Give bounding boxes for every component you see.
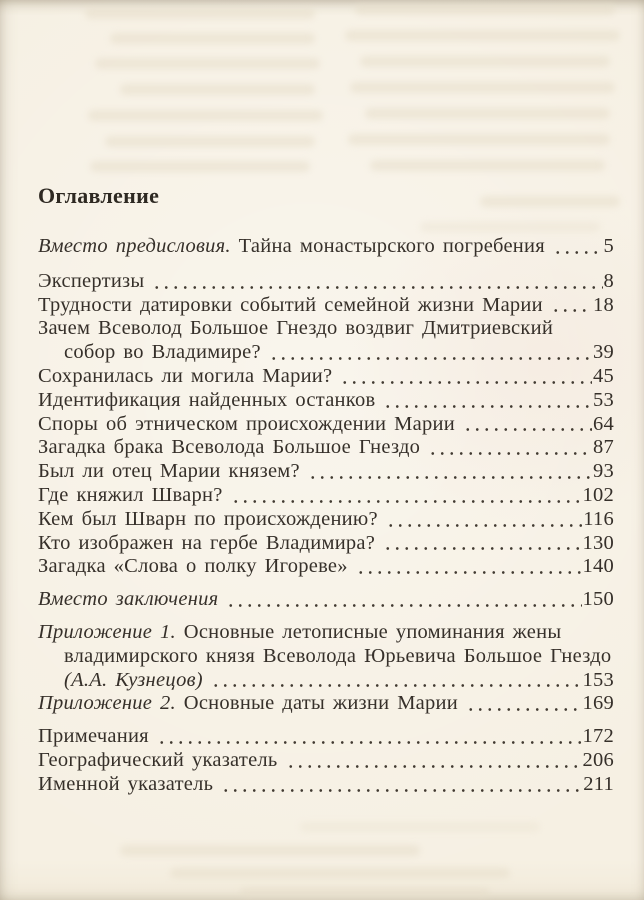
toc-entry-title: владимирского князя Всеволода Юрьевича Большое Гнездо [64, 644, 612, 667]
dot-leader [284, 749, 582, 773]
page-number: 153 [582, 668, 614, 691]
toc-entry-title: Загадка «Слова о полку Игореве» [38, 555, 348, 578]
dot-leader [155, 725, 582, 749]
toc-entry [38, 413, 614, 437]
dot-leader [224, 588, 581, 612]
page-number: 93 [593, 460, 614, 483]
toc-line [38, 294, 614, 318]
dot-leader [338, 365, 592, 389]
toc-entry-title: Споры об этническом происхождении Марии [38, 412, 455, 435]
toc-line [38, 436, 614, 460]
toc-entry [38, 484, 614, 508]
toc-entry-title: Где княжил Шварн? [38, 483, 223, 506]
toc-line [38, 555, 614, 579]
toc-line [38, 749, 614, 773]
dot-leader [551, 235, 603, 259]
toc-heading: Оглавление [38, 183, 160, 208]
page-number: 64 [593, 412, 614, 435]
toc-entry-title: Примечания [38, 725, 149, 748]
toc-entry-title: Кто изображен на гербе Владимира? [38, 531, 376, 554]
toc-line [38, 270, 614, 294]
toc-entry-title: Приложение 1. Основные летописные упоминания жены [38, 620, 562, 643]
dot-leader [461, 413, 592, 437]
toc-entry [38, 365, 614, 389]
dot-leader [354, 555, 582, 579]
toc-entry-title: Трудности датировки событий семейной жизни Марии [38, 293, 543, 316]
toc-entry-title: Загадка брака Всеволода Большое Гнездо [38, 436, 421, 459]
toc-line [38, 508, 614, 532]
toc-entry-title: Экспертизы [38, 269, 145, 292]
page-number: 45 [593, 364, 614, 387]
toc-entry [38, 532, 614, 556]
toc-entry-title: Зачем Всеволод Большое Гнездо воздвиг Дмитриевский [38, 317, 554, 340]
toc-entry [38, 621, 614, 692]
toc-line [38, 413, 614, 437]
dot-leader [381, 389, 592, 413]
toc-entry [38, 317, 614, 365]
dot-leader [229, 484, 582, 508]
dot-leader [209, 669, 582, 693]
page-number: 53 [593, 388, 614, 411]
toc-entry [38, 725, 614, 749]
toc-line [38, 341, 614, 365]
toc-entry [38, 508, 614, 532]
page-number: 5 [603, 235, 614, 257]
toc-entry [38, 555, 614, 579]
page-number: 150 [582, 588, 614, 611]
toc-entry-title: Приложение 2. Основные даты жизни Марии [38, 692, 458, 715]
toc-line [38, 484, 614, 508]
dot-leader [549, 294, 592, 318]
toc-entry-title: Был ли отец Марии князем? [38, 460, 300, 483]
toc-entry-title: Географический указатель [38, 748, 278, 771]
toc-entry [38, 588, 614, 612]
toc-entry-title: Именной указатель [38, 772, 214, 795]
toc-entry-title: (А.А. Кузнецов) [64, 668, 203, 691]
toc-entry [38, 235, 614, 259]
page-number: 140 [582, 555, 614, 578]
toc-entry [38, 749, 614, 773]
page-number: 116 [583, 507, 614, 530]
toc-entry [38, 270, 614, 294]
page-number: 206 [582, 748, 614, 771]
dot-leader [150, 270, 602, 294]
toc-line [38, 532, 614, 556]
toc-entry [38, 460, 614, 484]
toc-entry [38, 389, 614, 413]
page-number: 87 [593, 436, 614, 459]
toc-entry-title: Вместо предисловия. Тайна монастырского погребения [38, 235, 545, 257]
page-number: 18 [593, 293, 614, 316]
toc-line [38, 365, 614, 389]
toc-line [38, 669, 614, 693]
toc-line [38, 235, 614, 259]
dot-leader [306, 460, 592, 484]
page-number: 211 [583, 772, 614, 795]
page-number: 169 [582, 692, 614, 715]
toc-line [38, 389, 614, 413]
toc-line [38, 773, 614, 797]
page-number: 102 [582, 483, 614, 506]
page-number: 8 [603, 269, 614, 292]
toc-entry [38, 436, 614, 460]
dot-leader [464, 692, 582, 716]
toc-line [38, 692, 614, 716]
toc-list [38, 235, 614, 797]
toc-line [38, 317, 614, 341]
toc-entry-title: Идентификация найденных останков [38, 388, 376, 411]
toc-line [38, 725, 614, 749]
toc-line [38, 645, 614, 669]
dot-leader [426, 436, 592, 460]
page-number: 172 [582, 725, 614, 748]
toc-entry-title: Вместо заключения [38, 588, 219, 611]
dot-leader [384, 508, 582, 532]
toc-entry [38, 773, 614, 797]
page-number: 130 [582, 531, 614, 554]
toc-entry-title: Кем был Шварн по происхождению? [38, 507, 378, 530]
dot-leader [219, 773, 582, 797]
toc-entry [38, 294, 614, 318]
toc-line [38, 460, 614, 484]
dot-leader [381, 532, 581, 556]
toc-entry-title: собор во Владимире? [64, 341, 261, 364]
toc-line [38, 621, 614, 645]
page-number: 39 [593, 341, 614, 364]
dot-leader [267, 341, 592, 365]
toc-line [38, 588, 614, 612]
toc-entry [38, 692, 614, 716]
toc-entry-title: Сохранилась ли могила Марии? [38, 364, 333, 387]
